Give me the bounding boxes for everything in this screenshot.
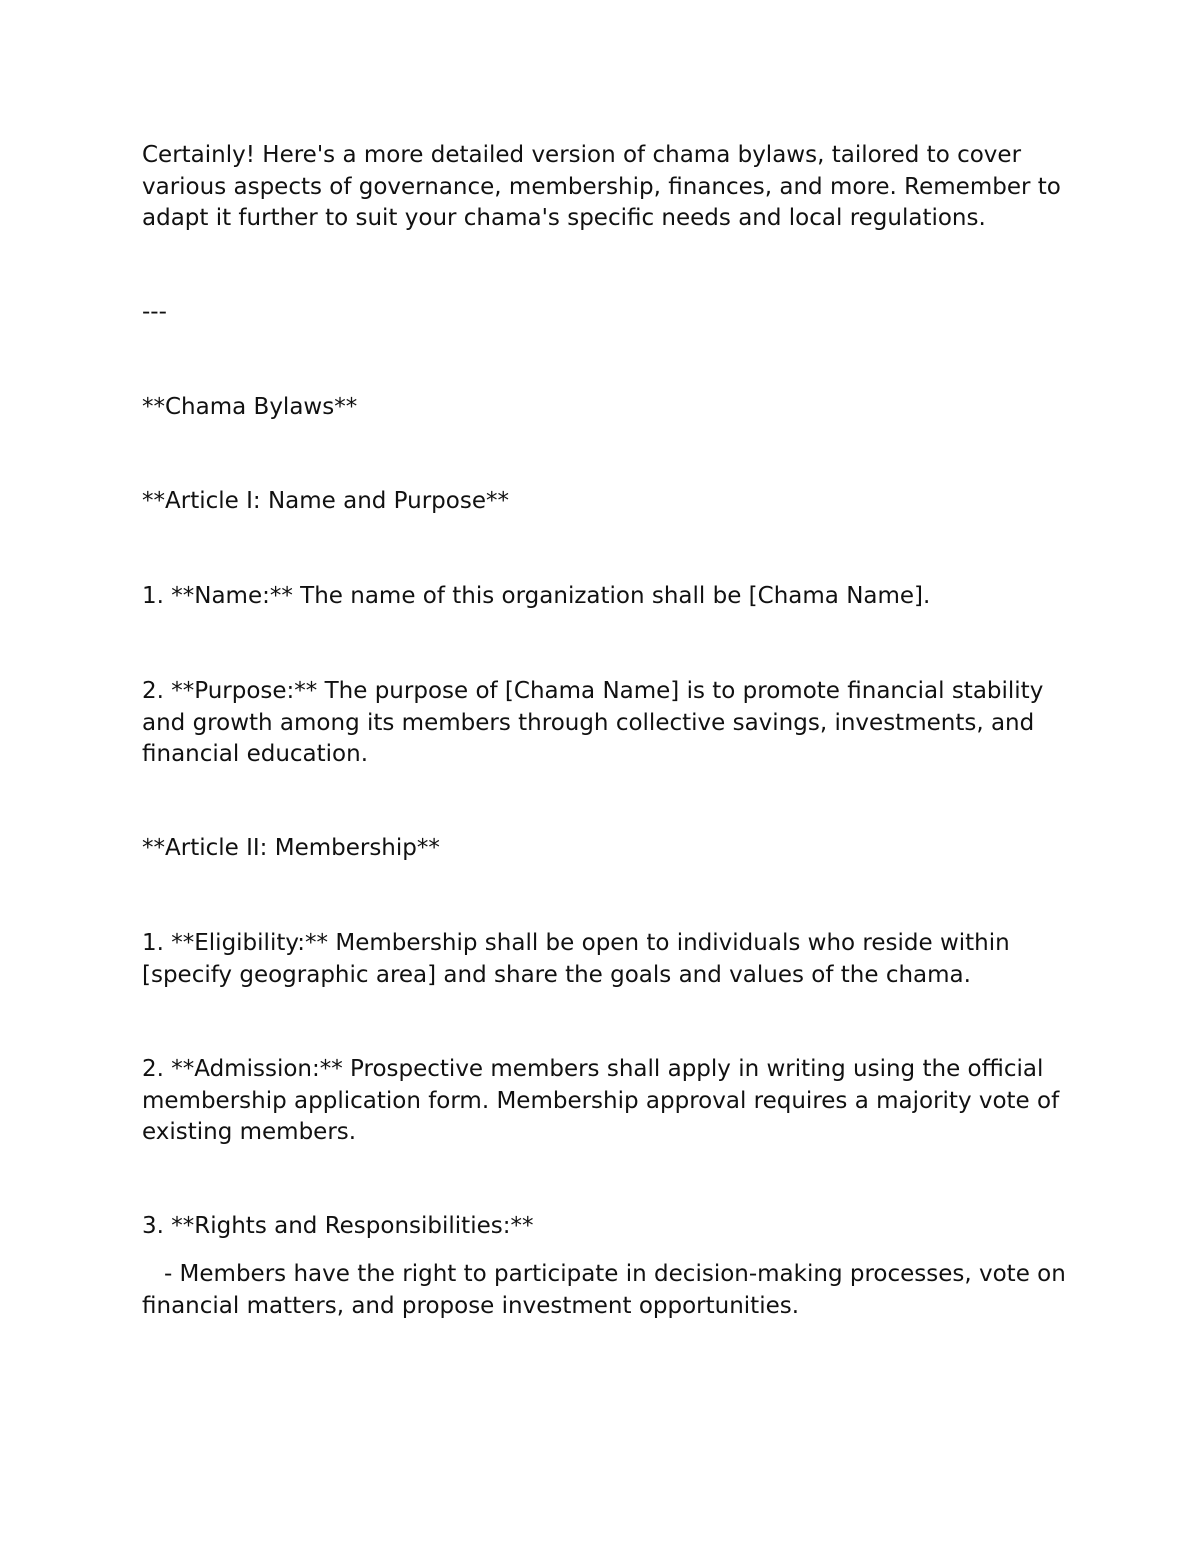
article-2-heading: **Article II: Membership**: [142, 835, 440, 861]
article-2-item-rights: 3. **Rights and Responsibilities:**: [142, 1213, 534, 1239]
article-2-item-eligibility: 1. **Eligibility:** Membership shall be open to individuals who reside within [specify geographic area] and share the goals and values of the chama.: [142, 930, 1018, 988]
intro-paragraph: Certainly! Here's a more detailed version of chama bylaws, tailored to cover various aspects of governance, membership, finances, and more. Remember to adapt it further to suit your chama's specific needs and local regulations.: [142, 142, 1069, 231]
article-1-heading: **Article I: Name and Purpose**: [142, 488, 509, 514]
article-1-item-name: 1. **Name:** The name of this organization shall be [Chama Name].: [142, 583, 931, 609]
article-1-item-purpose: 2. **Purpose:** The purpose of [Chama Name] is to promote financial stability and growth among its members through collective savings, investments, and financial education.: [142, 678, 1051, 767]
document-title: **Chama Bylaws**: [142, 394, 358, 420]
rights-sub-item: - Members have the right to participate in decision-making processes, vote on financial matters, and propose investment opportunities.: [142, 1261, 1074, 1319]
separator-line: ---: [142, 299, 167, 325]
article-2-item-admission: 2. **Admission:** Prospective members shall apply in writing using the official membership application form. Membership approval requires a majority vote of existing members.: [142, 1056, 1067, 1145]
